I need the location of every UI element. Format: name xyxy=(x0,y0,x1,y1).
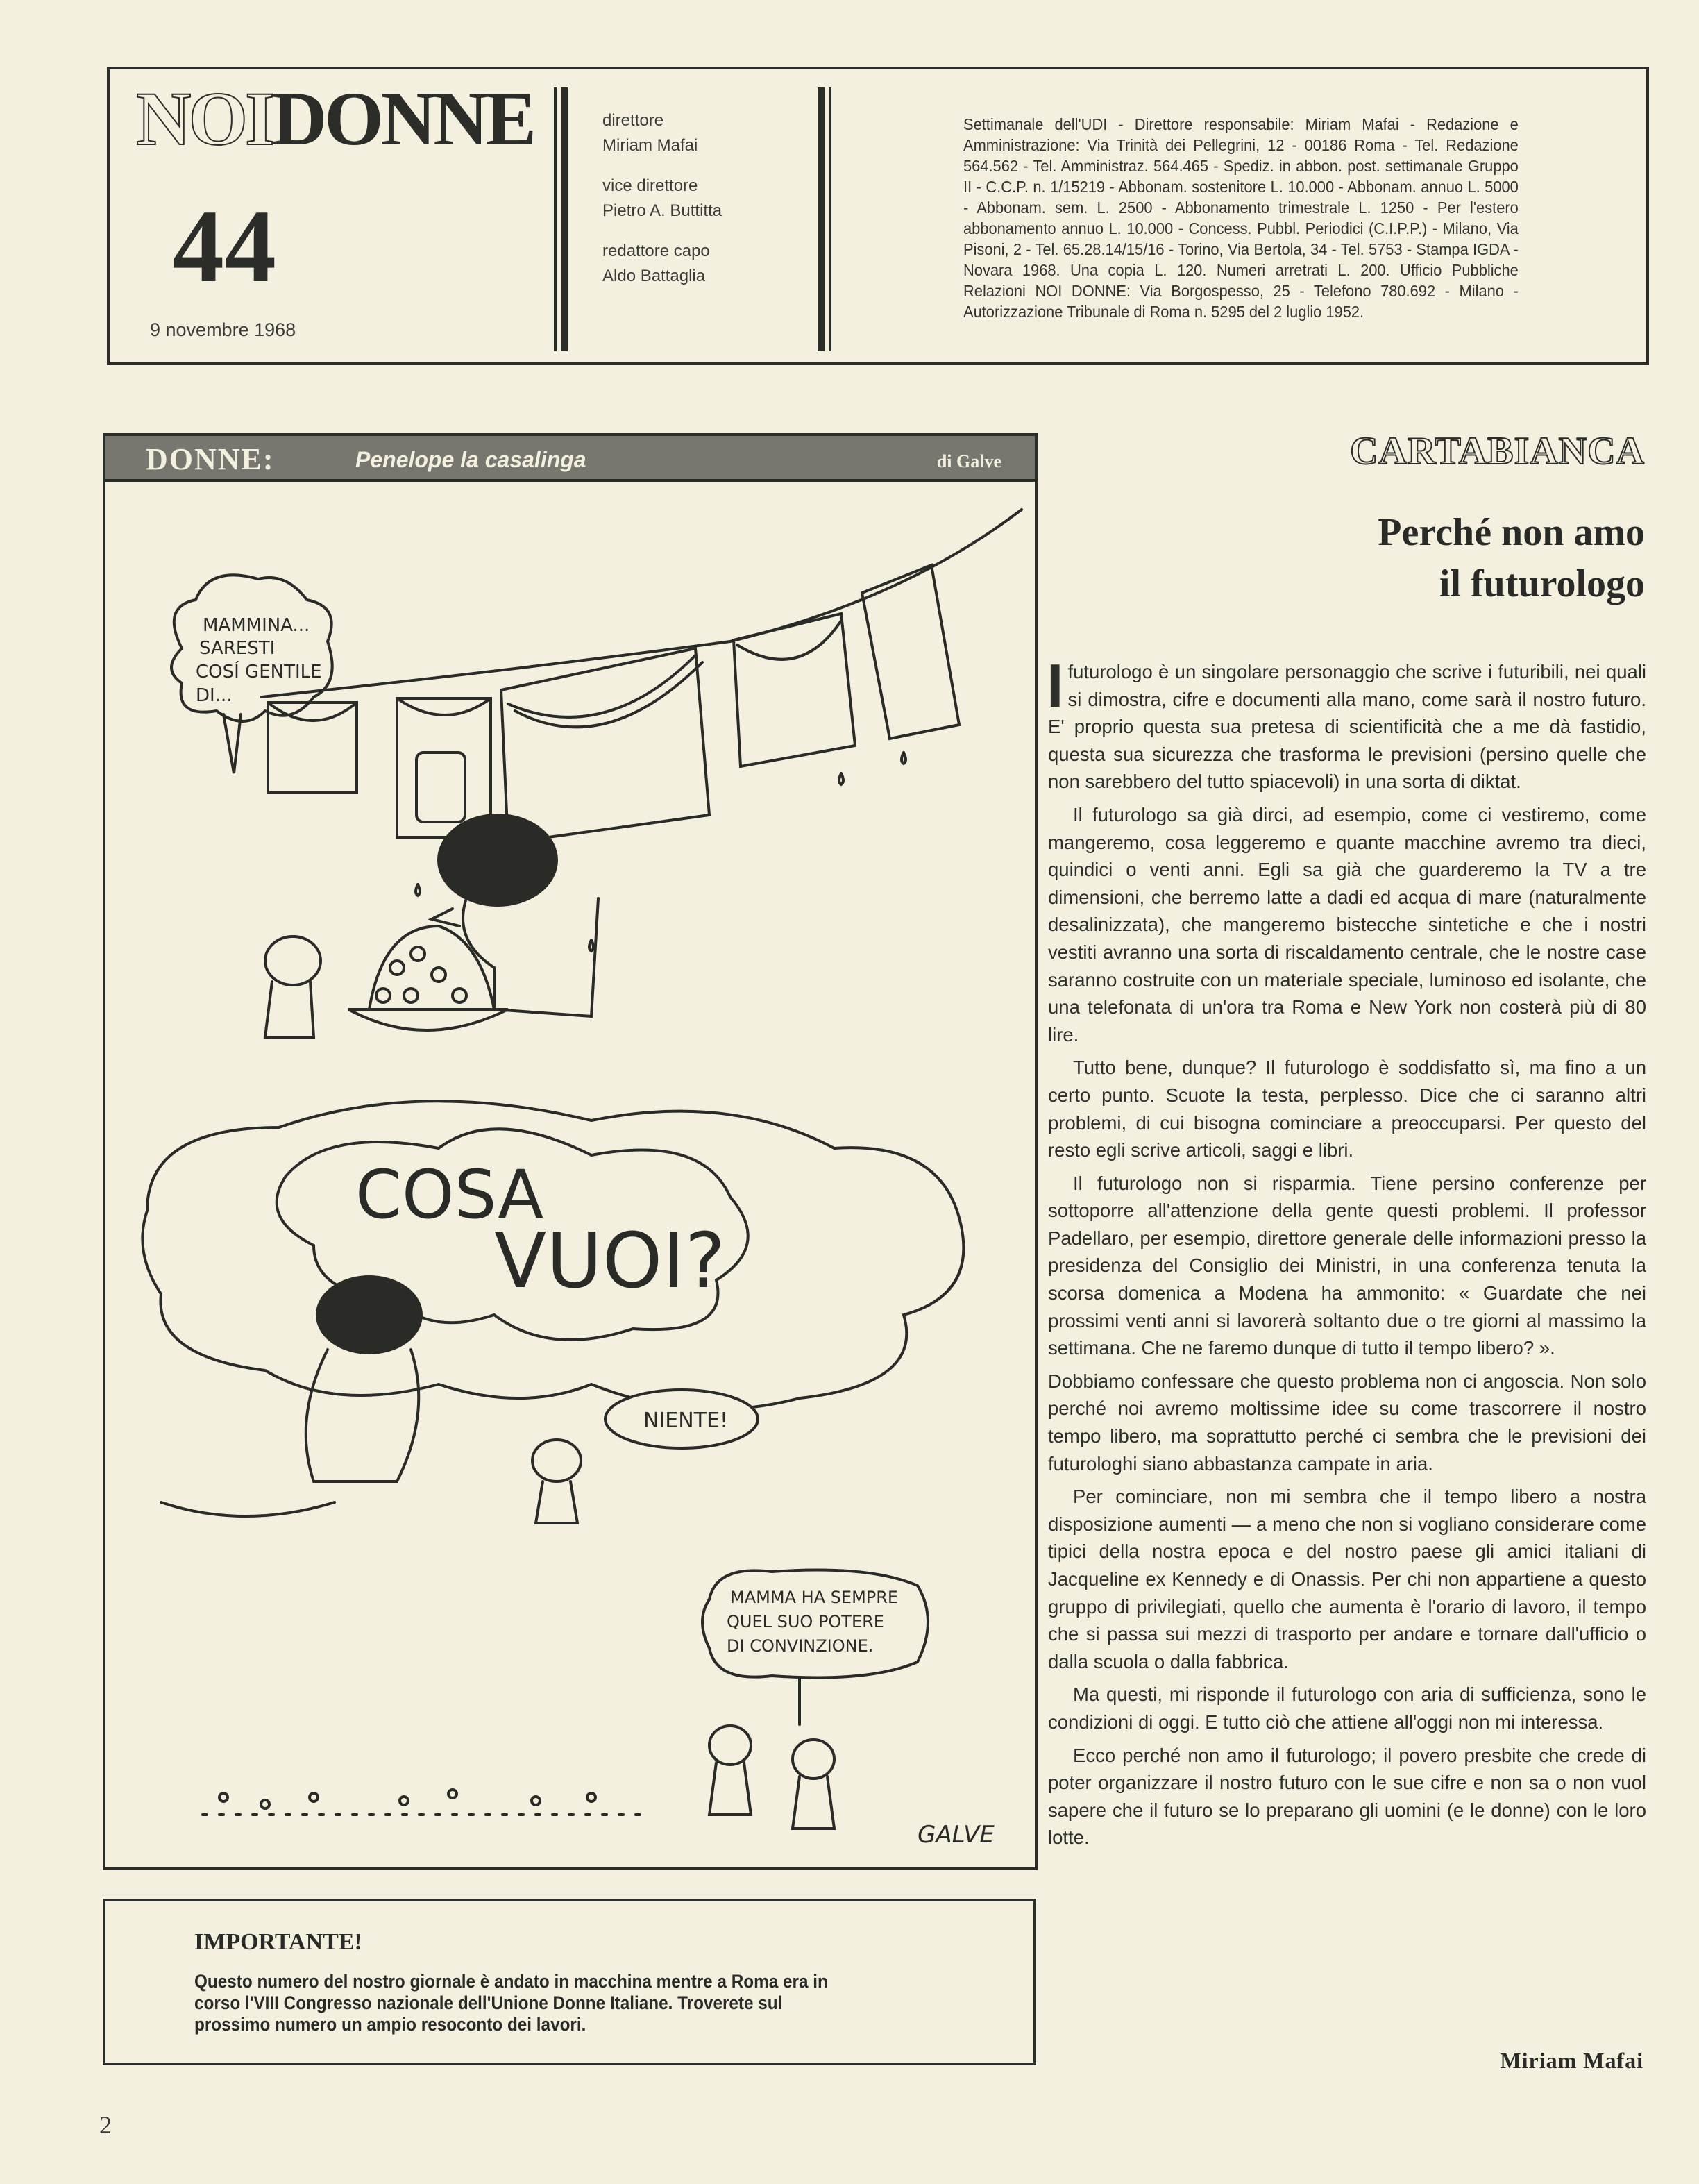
polka-dots xyxy=(376,947,466,1002)
headline-line: Perché non amo xyxy=(1378,511,1645,554)
page-number: 2 xyxy=(99,2111,112,2139)
wash-basin xyxy=(161,1502,335,1516)
bubble-line: SARESTI xyxy=(199,638,276,659)
staff-entry xyxy=(602,174,722,224)
issue-date: 9 novembre 1968 xyxy=(150,319,296,340)
staff-role: direttore xyxy=(602,111,664,130)
masthead xyxy=(107,67,1649,365)
article-paragraph: Tutto bene, dunque? Il futurologo è soddisfatto sì, ma fino a un certo punto. Scuote la testa, perplesso. Dice che ci saranno altri problemi, di cui bisogna cominciare a preoccuparsi. Per questo del resto egli scrive articoli, saggi e libri. xyxy=(1048,1057,1646,1161)
divider-rule xyxy=(561,87,568,351)
article-paragraph: Ecco perché non amo il futurologo; il povero presbite che crede di poter organizzare il nostro futuro con le sue cifre e non sa o non vuol sapere che il futuro se lo preparano gli uomini (e le donne) con le loro lotte. xyxy=(1048,1744,1646,1849)
article-paragraph: Per cominciare, non mi sembra che il tempo libero a nostra disposizione aumenti — a meno che non si vogliano considerare come tipici della nostra epoca e del nostro paese gli amici italiani di Jacqueline ex Kennedy e di Onassis. Per chi non appartiene a questo gruppo di privilegiati, quello che aumenta è l'orario di lavoro, il tempo che si passa sui mezzi di trasporto per andare e tornare dall'ufficio o dalla scuola o dalla fabbrica. xyxy=(1048,1486,1646,1672)
article-headline xyxy=(1378,507,1645,610)
comic-strip xyxy=(103,433,1038,1870)
polka-dot-cloth xyxy=(369,926,494,1009)
mother-hair xyxy=(317,1277,421,1353)
mother-figure xyxy=(463,898,598,1016)
column-kicker: CARTABIANCA xyxy=(1350,430,1645,473)
comic-section-label: DONNE: xyxy=(146,442,275,476)
bubble-line: MAMMA HA SEMPRE xyxy=(730,1588,899,1607)
article-paragraph: Ma questi, mi risponde il futurologo con aria di sufficienza, sono le condizioni di oggi. E tutto ciò che attiene all'oggi non mi interessa. xyxy=(1048,1683,1646,1733)
divider-rule xyxy=(554,87,557,351)
bubble-line: MAMMINA... xyxy=(203,615,310,636)
hanging-shirt xyxy=(862,565,959,739)
article-paragraph: Il futurologo sa già dirci, ad esempio, come ci vestiremo, come mangeremo, cosa leggeremo e quante macchine avremo tra dieci, quindici o venti anni. Egli sa già che guarderemo la TV a tre dimensioni, che berremo latte a dadi ed acqua di mare (naturalmente desalinizzata), che mangeremo bistecche sintetiche e che i nostri vestiti avranno una sorta di riscaldamento centrale, che le nostre case saranno costruite con un materiale speciale, luminoso ed isolante, che una telefonata di un'ora tra Roma e New York non costerà più di 80 lire. xyxy=(1048,803,1646,1045)
article-paragraph: Dobbiamo confessare che questo problema non ci angoscia. Non solo perché noi avremo moltissime idee su come trascorrere il nostro tempo libero, ma soprattutto perché ci sembra che le previsioni dei futurologhi siano abbastanza campate in aria. xyxy=(1048,1370,1646,1475)
staff-credits xyxy=(602,108,722,289)
divider-rule xyxy=(818,87,825,351)
staff-name: Miriam Mafai xyxy=(602,136,698,155)
divider-rule xyxy=(829,87,831,351)
hanging-towel xyxy=(501,648,709,843)
article-paragraph: Il futurologo non si risparmia. Tiene persino conferenze per sottoporre all'attenzione della gente questi problemi. Il professor Padellaro, per esempio, direttore generale delle informazioni presso la presidenza del Consiglio dei Ministri, in una conferenza tenuta la scorsa domenica a Modena ha ammonito: « Guardate che nei prossimi venti anni si lavorerà soltanto due o tre giorni al massimo la settimana. Che ne faremo dunque di tutto il tempo libero? ». xyxy=(1048,1172,1646,1359)
logo-donne: DONNE xyxy=(271,76,534,161)
wash-basin xyxy=(348,1009,508,1030)
mother-hair xyxy=(439,815,557,905)
staff-role: redattore capo xyxy=(602,242,710,260)
headline-line: il futurologo xyxy=(1439,562,1645,605)
artist-signature: GALVE xyxy=(918,1821,995,1849)
drop-cap: I xyxy=(1047,651,1064,720)
comic-header xyxy=(105,436,1035,482)
bubble-line: VUOI? xyxy=(494,1216,726,1305)
bubble-line: QUEL SUO POTERE xyxy=(727,1612,884,1631)
issue-number: 44 xyxy=(172,189,276,304)
bubble-line: COSÍ GENTILE xyxy=(196,662,322,682)
flowers xyxy=(219,1790,595,1808)
bubble-line: DI CONVINZIONE. xyxy=(727,1636,874,1656)
clothesline xyxy=(262,510,1022,697)
notice-title: IMPORTANTE! xyxy=(194,1929,362,1955)
mother-figure xyxy=(306,1350,419,1481)
child-figure xyxy=(709,1726,751,1765)
bubble-line: COSA xyxy=(355,1156,543,1234)
article-body xyxy=(1047,651,1646,1857)
staff-name: Aldo Battaglia xyxy=(602,267,706,285)
child-figure xyxy=(532,1440,581,1481)
logo-noi: NOI xyxy=(136,76,272,161)
colophon-text: Settimanale dell'UDI - Direttore responsabile: Miriam Mafai - Redazione e Amministrazione: Via Trinità dei Pellegrini, 12 - 00186 Roma - Tel. Redazione 564.562 - Tel. Amministraz. 564.465 - Spediz. in abbon. post. settimanale Gruppo II - C.C.P. n. 1/15219 - Abbonam. sostenitore L. 10.000 - Abbonam. annuo L. 5000 - Abbonam. sem. L. 2500 - Abbonamento trimestrale L. 1250 - Per l'estero abbonamento annuo L. 10.000 - Concess. Pubbl. Periodici (C.I.P.P.) - Milano, Via Pisoni, 2 - Tel. 65.28.14/15/16 - Torino, Via Bertola, 34 - Tel. 5753 - Stampa IGDA - Novara 1968. Una copia L. 120. Numeri arretrati L. 200. Ufficio Pubbliche Relazioni NOI DONNE: Via Borgospesso, 25 - Telefono 780.692 - Milano - Autorizzazione Tribunale di Roma n. 5295 del 2 luglio 1952. xyxy=(963,115,1519,321)
hanging-cloth xyxy=(734,614,855,766)
staff-name: Pietro A. Buttitta xyxy=(602,201,722,220)
bubble-line: DI... xyxy=(196,685,233,706)
bubble-line: NIENTE! xyxy=(643,1409,728,1433)
magazine-logo xyxy=(136,76,534,161)
article-paragraph: Ifuturologo è un singolare personaggio che scrive i futuribili, nei quali si dimostra, cifre e documenti alla mano, come sarà il nostro futuro. E' proprio questa sua pretesa di scientificità che a me dà fastidio, questa sua sicurezza che trasforma le previsioni (persino quelle che non sarebbero del tutto spiacevoli) in una sorta di diktat. xyxy=(1047,651,1646,793)
comic-illustration xyxy=(105,482,1035,1870)
staff-role: vice direttore xyxy=(602,176,698,195)
notice-body: Questo numero del nostro giornale è andato in macchina mentre a Roma era in corso l'VIII Congresso nazionale dell'Unione Donne Italiane. Troverete sul prossimo numero un ampio resoconto dei lavori. xyxy=(194,1971,828,2035)
important-notice xyxy=(103,1899,1036,2065)
comic-title: Penelope la casalinga xyxy=(355,447,586,472)
child-figure xyxy=(793,1740,834,1779)
child-figure xyxy=(265,936,321,985)
staff-entry xyxy=(602,108,722,158)
staff-entry xyxy=(602,239,722,289)
comic-byline: di Galve xyxy=(936,451,1001,471)
article-author: Miriam Mafai xyxy=(1500,2048,1643,2073)
